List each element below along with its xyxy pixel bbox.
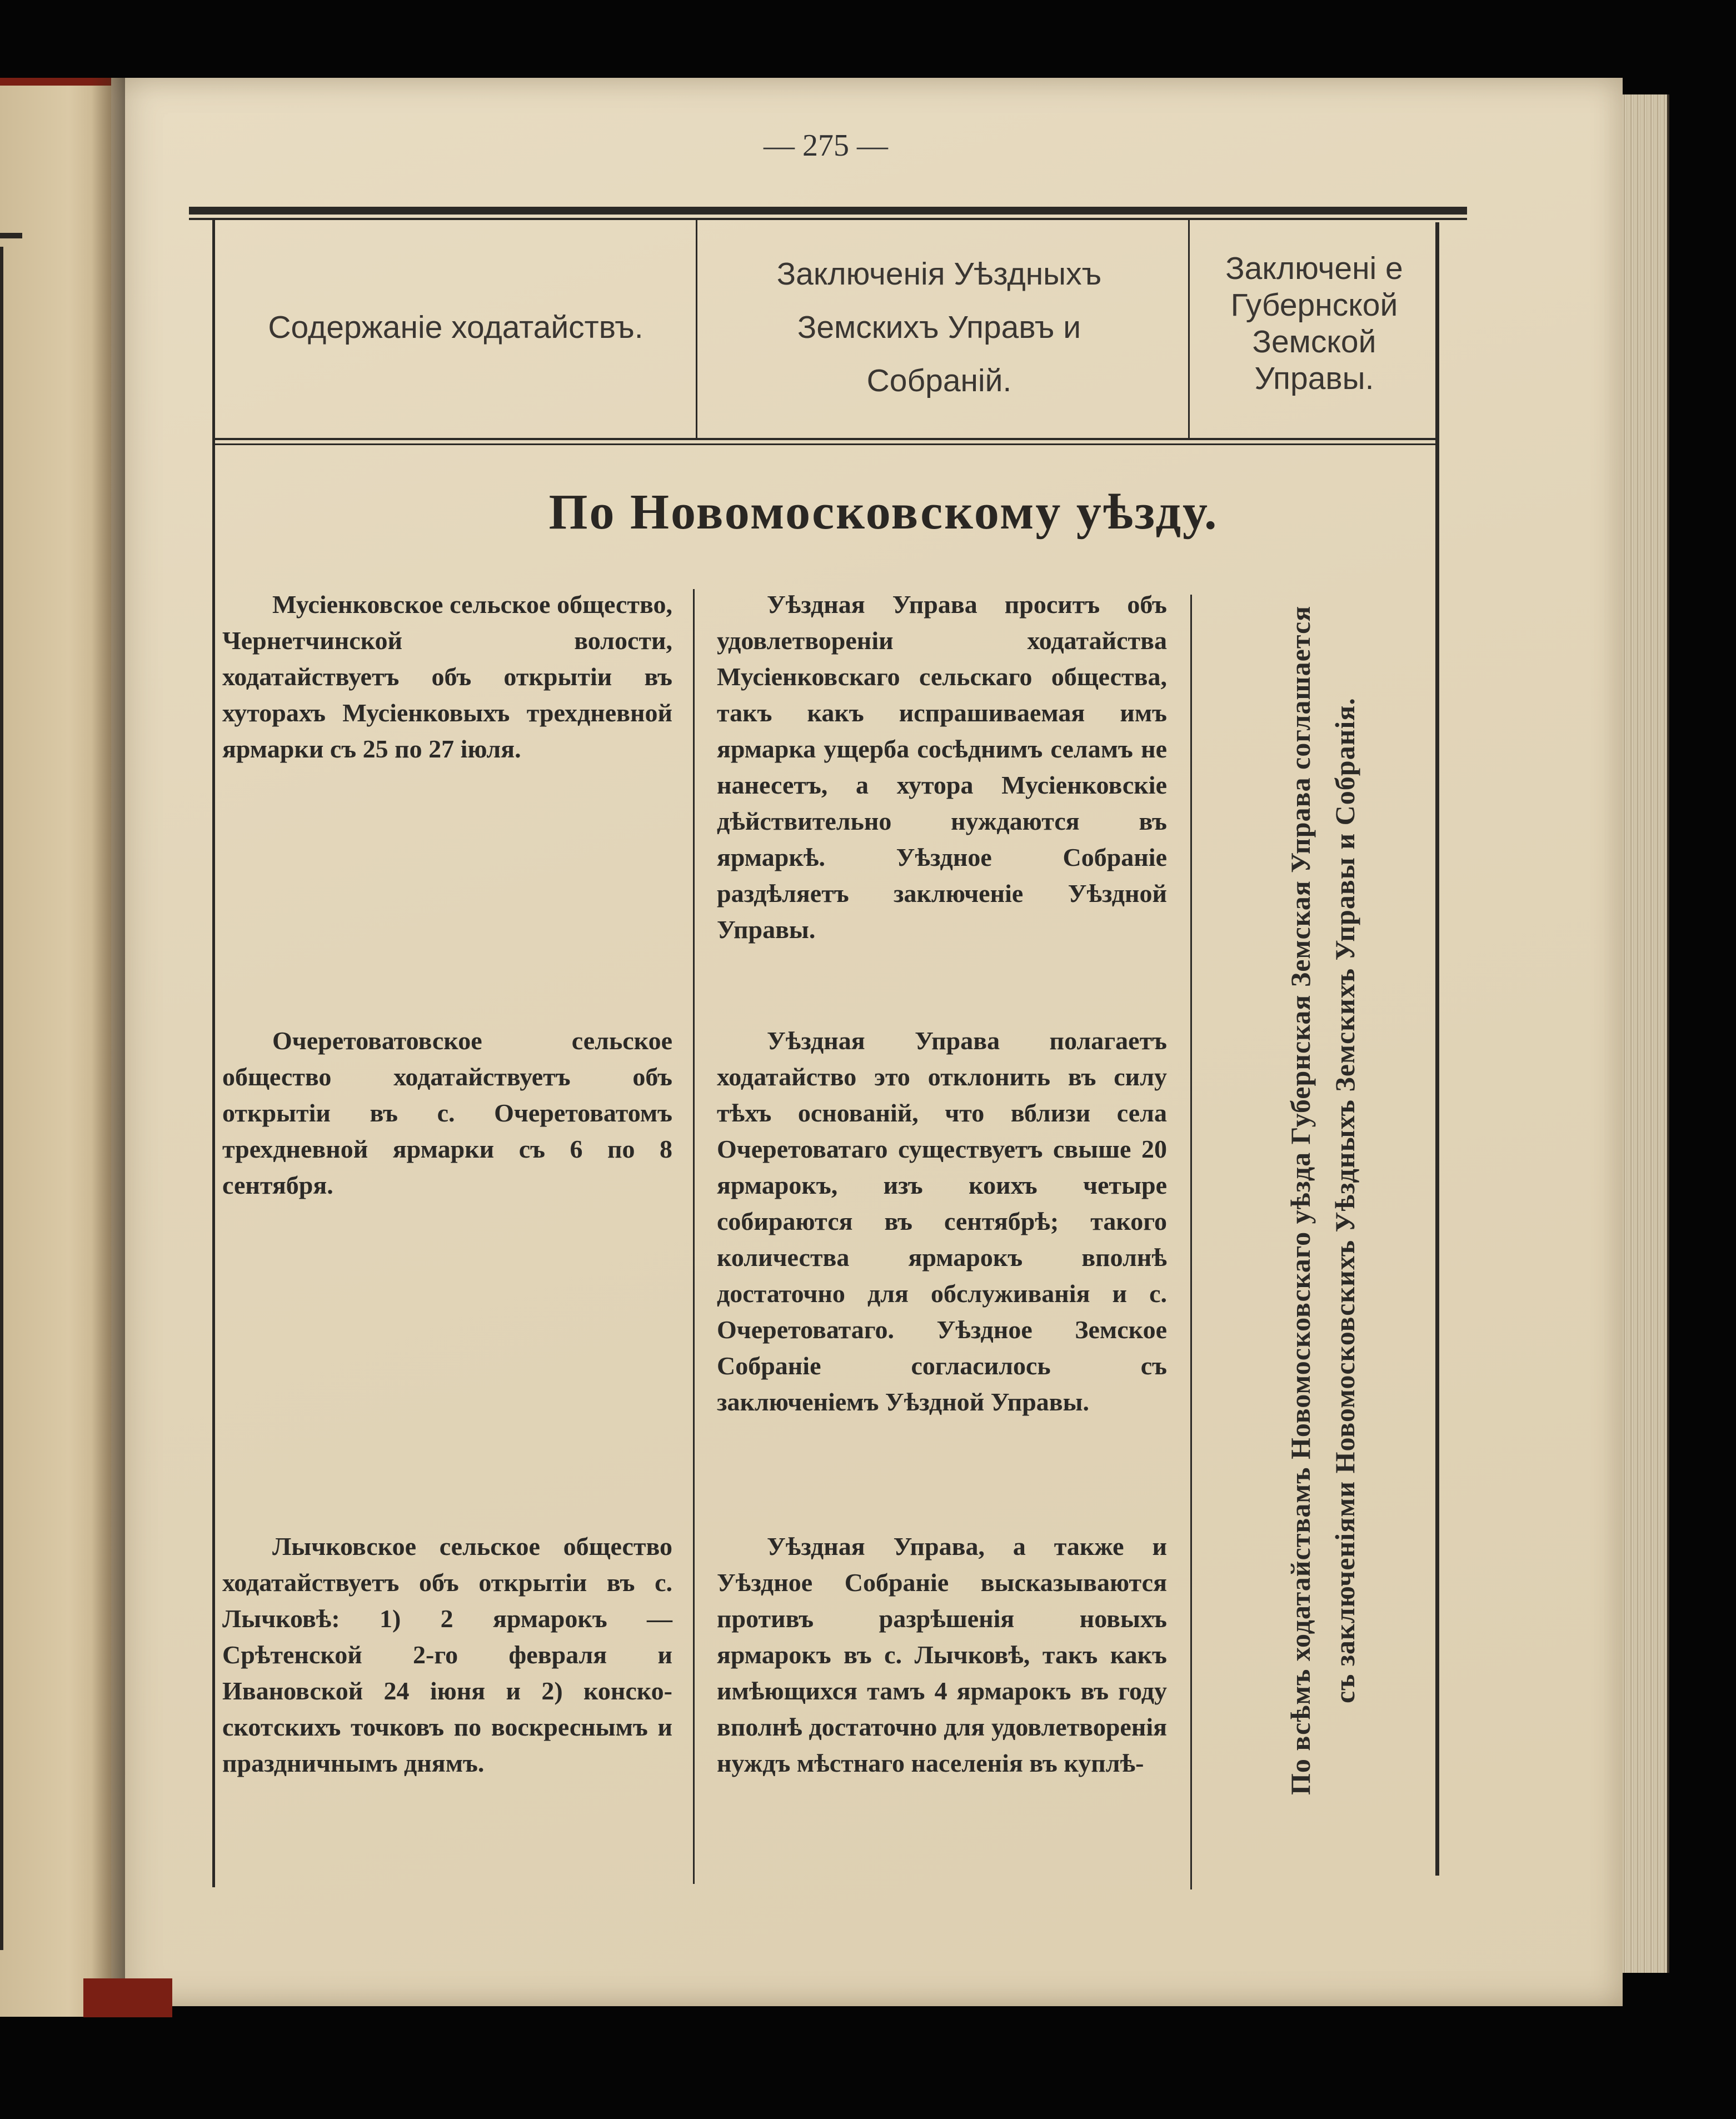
header-top-rule xyxy=(189,207,1467,215)
header-district-column: Заключенія Уѣздныхъ Земскихъ Управъ и Собраній. xyxy=(776,256,1102,398)
header-governorate-column: Заключені е Губернской Земской Управы. xyxy=(1225,251,1403,396)
header-bottom-rule-thin xyxy=(214,443,1436,445)
header-bottom-rule xyxy=(214,438,1436,440)
table-right-rule xyxy=(1435,222,1439,1876)
table-left-rule xyxy=(212,220,215,1887)
district-conclusion: Уѣздная Управа проситъ объ удовлетвореніи ходатайства Мусіенковскаго сельскаго общества, такъ какъ испрашиваемая имъ ярмарка ущерба сосѣднимъ селамъ не нанесетъ, а хутора Мусіенковскіе дѣйствительно нуждаются въ ярмаркѣ. Уѣздное Собраніе раздѣляетъ заключеніе Уѣздной Управы. xyxy=(717,590,1167,944)
header-content-column: Содержаніе ходатайствъ. xyxy=(268,310,643,345)
cover-corner xyxy=(83,1978,172,2017)
left-page-column-rule xyxy=(0,247,3,1950)
district-conclusion: Уѣздная Управа полагаетъ ходатайство это отклонить въ силу тѣхъ основаній, что вблизи села Очеретоватаго существуетъ свыше 20 ярмарокъ, изъ коихъ четыре собираются въ сентябрѣ; такого количества ярмарокъ вполнѣ достаточно для обслуживанія и с. Очеретоватаго. Уѣздное Земское Собраніе согласилось съ заключеніемъ Уѣздной Управы. xyxy=(717,1026,1167,1416)
petition-content: Лычковское сельское общество ходатайствуетъ объ открытіи въ с. Лычковѣ: 1) 2 ярмарокъ — Срѣтенской 2-го февраля и Ивановской 24 іюня и 2) конско-скотскихъ точковъ по воскреснымъ и праздничнымъ днямъ. xyxy=(222,1532,672,1777)
petition-content: Очеретоватовское сельское общество ходатайствуетъ объ открытіи въ с. Очеретоватомъ трехдневной ярмарки съ 6 по 8 сентября. xyxy=(222,1026,672,1199)
left-page-rule xyxy=(0,233,22,238)
header-column-rule-2 xyxy=(1188,220,1190,438)
petition-content: Мусіенковское сельское общество, Чернетчинской волости, ходатайствуетъ объ открытіи въ хуторахъ Мусіенковыхъ трехдневной ярмарки съ 25 по 27 іюля. xyxy=(222,590,672,763)
section-title: По Новомосковскому уѣзду. xyxy=(548,485,1219,540)
body-column-rule-1 xyxy=(693,589,695,1884)
header-column-rule-1 xyxy=(696,220,697,438)
book-spine-shadow xyxy=(92,78,125,2009)
district-conclusion: Уѣздная Управа, а также и Уѣздное Собраніе высказываются противъ разрѣшенія новыхъ ярмарокъ въ с. Лычковѣ, такъ какъ имѣющихся тамъ 4 ярмарокъ въ году вполнѣ достаточно для удовлетворенія нуждъ мѣстнаго населенія въ куплѣ- xyxy=(717,1532,1167,1777)
body-column-rule-2 xyxy=(1190,595,1192,1889)
page-number: — 275 — xyxy=(764,128,888,163)
governorate-conclusion: По всѣмъ ходатайствамъ Новомосковскаго уѣзда Губернская Земская Управа соглашается съ заключеніями Новомосковскихъ Уѣздныхъ Земскихъ Управы и Собранія. xyxy=(1285,605,1360,1796)
header-top-rule-thin xyxy=(189,218,1467,220)
